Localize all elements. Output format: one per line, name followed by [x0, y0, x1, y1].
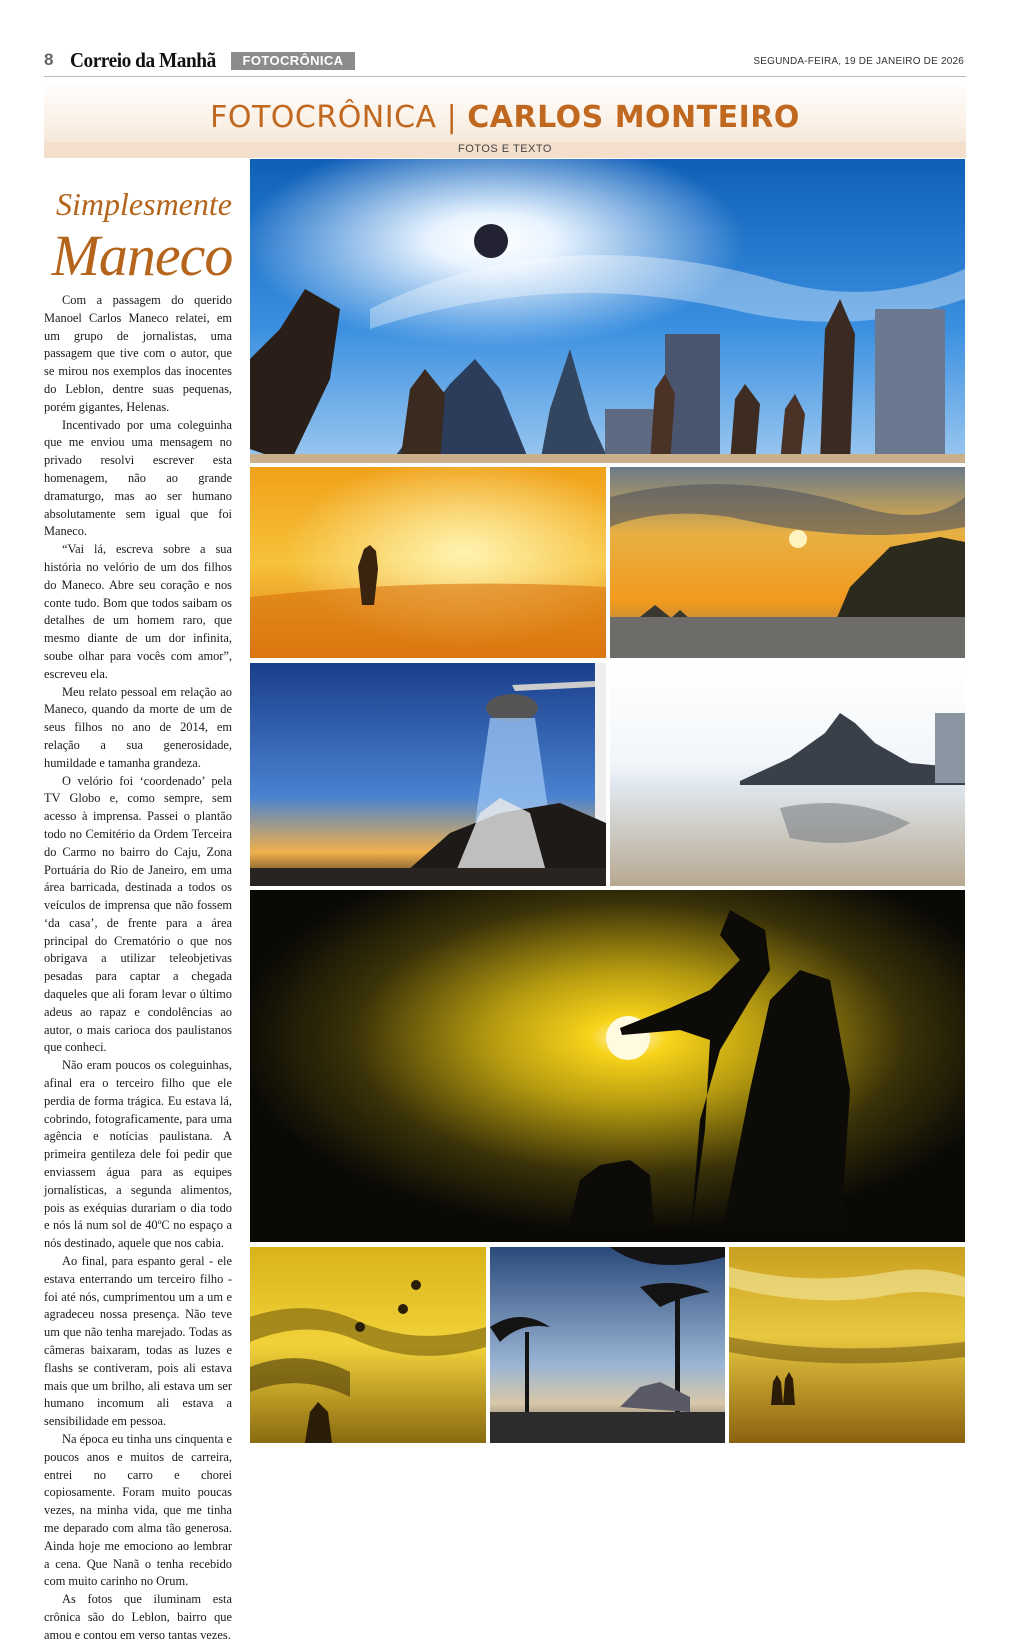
paragraph: Não eram poucos os coleguinhas, afinal era o terceiro filho que ele perdia de forma trágica. Eu estava lá, cobrindo, fotograficamente, para uma agência e notícias paulistana. A primeira gentileza dele foi pedir que enviassem água para as equipes jornalísticas, a segunda alimentos, pois as exéquias durariam o dia todo e nós lá num sol de 40ºC no espaço a nós destinado, aquele que nos cabia.	[44, 1058, 232, 1251]
photo-dois-irmaos	[610, 663, 965, 886]
photo-couple-shore	[729, 1247, 965, 1443]
paragraph: Com a passagem do querido Manoel Carlos Maneco relatei, em um grupo de jornalistas, uma passagem que tive com o autor, que se mirou nos exemplos das inocentes do Leblon, dentre suas pequenas, porém gigantes, Helenas.	[44, 293, 232, 414]
date-line: SEGUNDA-FEIRA, 19 DE JANEIRO DE 2026	[753, 56, 964, 67]
paragraph: “Vai lá, escreva sobre a sua história no velório de um dos filhos do Maneco. Abre seu coração e nos conte tudo. Bom que todos saibam os detalhes de um homem raro, que mesmo diante de um dor infinita, soube olhar para vocês com amor”, escreveu ela.	[44, 542, 232, 681]
article-body	[44, 292, 232, 1645]
paragraph: Meu relato pessoal em relação ao Maneco, quando da morte de um de seus filhos no ano de 2014, em relação a sua generosidade, humildade e tamanha grandeza.	[44, 684, 232, 770]
photo-orange-sunset	[250, 467, 606, 658]
masthead-logo: Correio da Manhã	[70, 48, 216, 72]
photo-palm-trees	[490, 1247, 725, 1443]
photo-beach-players	[250, 159, 965, 463]
photo-golden-waves	[250, 1247, 486, 1443]
paragraph: O velório foi ‘coordenado’ pela TV Globo e, como sempre, sem acesso à imprensa. Passei o plantão todo no Cemitério da Ordem Terceira do Carmo no bairro do Caju, Zona Portuária do Rio de Janeiro, em uma área barricada, destinada a todos os veículos de imprensa que não fossem ‘da casa’, de frente para a área principal do Crematório o que nos obrigava a utilizar teleobjetivas pesadas para captar a chegada daqueles que ali foram levar o último adeus ao rapaz e condolências ao autor, o mais carioca dos paulistanos que conheci.	[44, 773, 232, 1055]
photo-beach-shower	[250, 663, 606, 886]
photo-christ-statue	[250, 890, 965, 1242]
banner-subtitle: FOTOS E TEXTO	[458, 143, 552, 155]
page-number: 8	[44, 50, 54, 69]
paragraph: Ao final, para espanto geral - ele estava enterrando um terceiro filho - foi até nós, cumprimentou um a um e agradeceu nossa presença. Não teve um que não tenha marejado. Todas as câmeras baixaram, todas as luzes e flashs se contiveram, pois ali estava mais que um brilho, ali estava um ser humano incomum ali estava a sensibilidade em pessoa.	[44, 1254, 232, 1429]
paragraph: Incentivado por uma coleguinha que me enviou uma mensagem no privado resolvi escrever esta homenagem, não ao grande dramaturgo, mas ao ser humano absolutamente sem igual que foi Maneco.	[44, 417, 232, 539]
headline-line-2: Maneco	[51, 223, 233, 288]
banner-title-bold: CARLOS MONTEIRO	[467, 100, 800, 135]
photo-sunset-islands	[610, 467, 965, 658]
banner-title	[44, 100, 966, 135]
header-rule	[44, 76, 966, 77]
banner-title-light: FOTOCRÔNICA |	[210, 100, 458, 135]
paragraph: Na época eu tinha uns cinquenta e poucos anos e muitos de carreira, entrei no carro e chorei copiosamente. Foram muito poucas vezes, na minha vida, que me tinha me deparado com alma tão generosa. Ainda hoje me emociono ao lembrar a cena. Que Nanã o tenha recebido com muito carinho no Orum.	[44, 1432, 232, 1589]
paragraph: As fotos que iluminam esta crônica são do Leblon, bairro que amou e contou em verso tantas vezes.	[44, 1592, 232, 1642]
section-tag: FOTOCRÔNICA	[231, 52, 355, 70]
headline-line-1: Simplesmente	[56, 186, 232, 222]
